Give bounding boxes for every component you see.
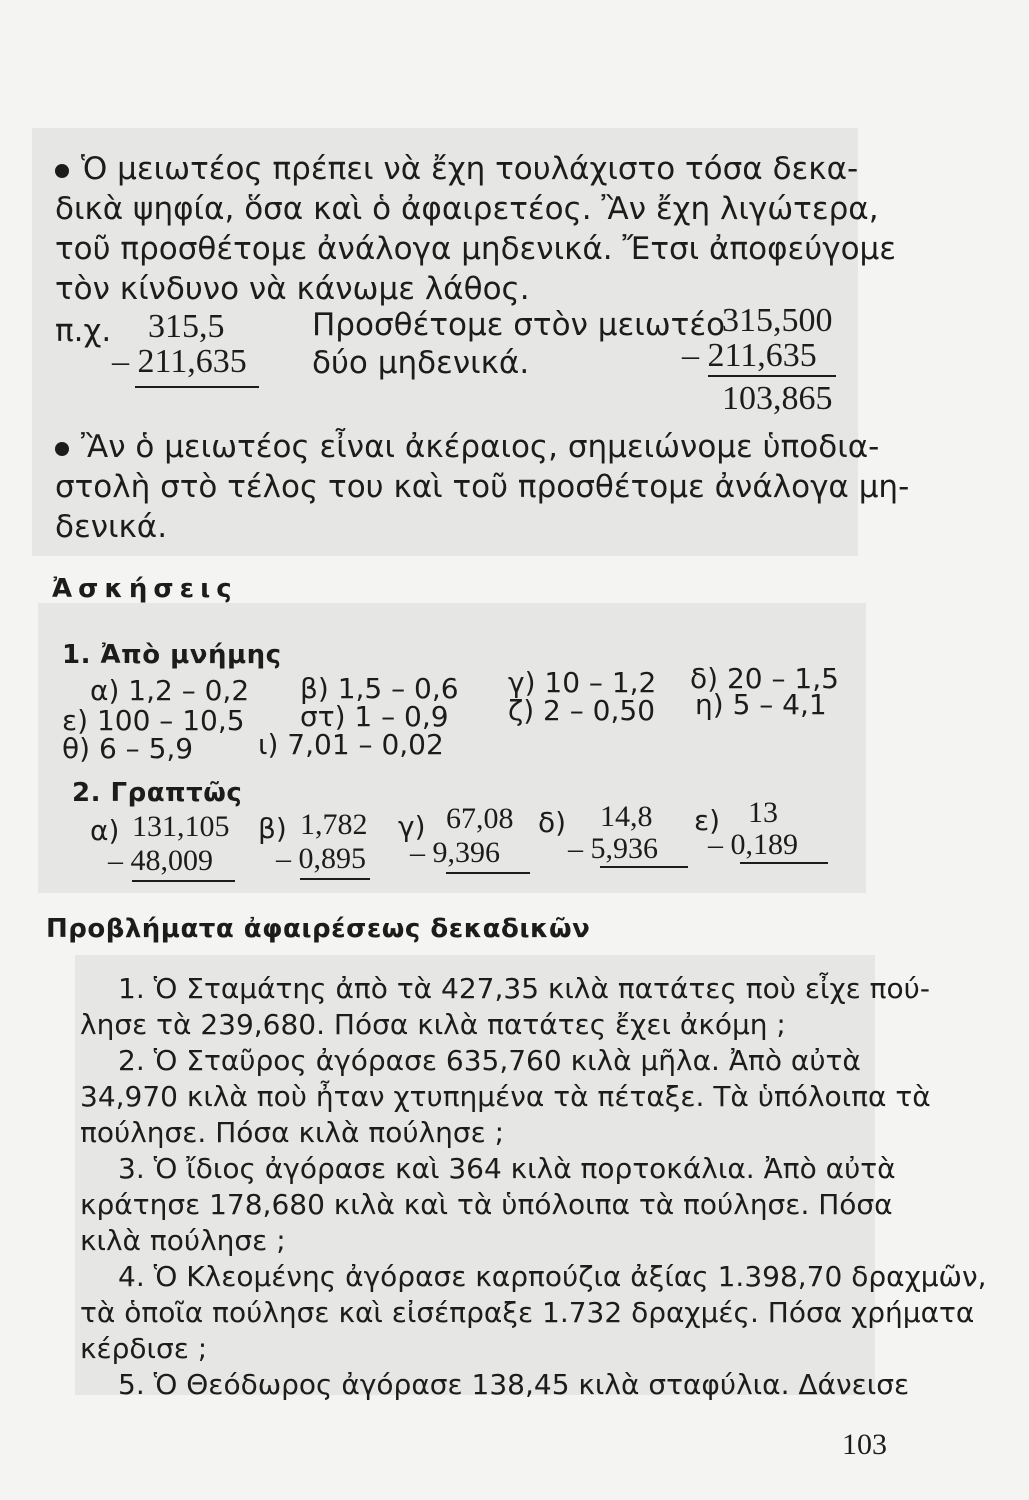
- ex1-item-d: δ) 20 – 1,5: [690, 662, 839, 695]
- rule1-line-3: τοῦ προσθέτομε ἀνάλογα μηδενικά. Ἔτσι ἀποφεύγομε: [55, 231, 897, 267]
- ex2-a-rule: [132, 880, 235, 882]
- page-number: 103: [842, 1428, 887, 1461]
- ex2-a-label: α): [90, 814, 120, 847]
- problem-line-6: 3. Ὁ ἴδιος ἀγόρασε καὶ 364 κιλὰ πορτοκάλια. Ἀπὸ αὐτὰ: [118, 1152, 896, 1185]
- ex1-item-g: ζ) 2 – 0,50: [508, 694, 656, 727]
- ex1-item-c: γ) 10 – 1,2: [508, 666, 657, 699]
- problem-line-11: κέρδισε ;: [80, 1332, 208, 1365]
- rule2-line-3: δενικά.: [55, 509, 168, 545]
- problem-line-7: κράτησε 178,680 κιλὰ καὶ τὰ ὑπόλοιπα τὰ πούλησε. Πόσα: [80, 1188, 893, 1221]
- problem-line-10: τὰ ὁποῖα πούλησε καὶ εἰσέπραξε 1.732 δραχμές. Πόσα χρήματα: [80, 1296, 975, 1329]
- example-result: 103,865: [722, 380, 833, 417]
- bullet-icon: [55, 164, 69, 178]
- ex1-item-j: ι) 7,01 – 0,02: [258, 728, 444, 761]
- problem-line-12: 5. Ὁ Θεόδωρος ἀγόρασε 138,45 κιλὰ σταφύλια. Δάνεισε: [118, 1368, 910, 1401]
- ex1-title: 1. Ἀπὸ μνήμης: [62, 640, 282, 670]
- ex2-e-label: ε): [694, 804, 721, 837]
- rule1-line-4: τὸν κίνδυνο νὰ κάνωμε λάθος.: [55, 271, 530, 307]
- problem-line-2: λησε τὰ 239,680. Πόσα κιλὰ πατάτες ἔχει ἀκόμη ;: [80, 1008, 786, 1041]
- ex1-item-f: στ) 1 – 0,9: [300, 700, 449, 733]
- rule2-line-2: στολὴ στὸ τέλος του καὶ τοῦ προσθέτομε ἀνάλογα μη-: [55, 469, 910, 505]
- problems-title: Προβλήματα ἀφαιρέσεως δεκαδικῶν: [46, 914, 591, 944]
- example-padded-minuend: 315,500: [722, 302, 833, 339]
- ex2-b-label: β): [258, 812, 287, 845]
- ex2-e-rule: [740, 862, 828, 864]
- ex2-c-rule: [446, 872, 530, 874]
- ex2-b-bottom: – 0,895: [276, 842, 366, 875]
- ex1-item-i: θ) 6 – 5,9: [62, 732, 194, 765]
- ex2-e-bottom: – 0,189: [708, 828, 798, 861]
- ex2-title: 2. Γραπτῶς: [72, 778, 243, 808]
- ex2-d-label: δ): [538, 806, 567, 839]
- problem-line-8: κιλὰ πούλησε ;: [80, 1224, 286, 1257]
- ex2-d-rule: [600, 866, 688, 868]
- ex2-c-top: 67,08: [446, 802, 514, 835]
- example-note-1: Προσθέτομε στὸν μειωτέο: [312, 307, 726, 343]
- ex2-a-top: 131,105: [132, 810, 230, 843]
- ex1-item-e: ε) 100 – 10,5: [62, 704, 245, 737]
- example-minuend: 315,5: [148, 308, 225, 345]
- problem-line-9: 4. Ὁ Κλεομένης ἀγόρασε καρπούζια ἀξίας 1.398,70 δραχμῶν,: [118, 1260, 987, 1293]
- example-padded-subtrahend: – 211,635: [682, 337, 817, 374]
- problem-line-3: 2. Ὁ Σταῦρος ἀγόρασε 635,760 κιλὰ μῆλα. Ἀπὸ αὐτὰ: [118, 1044, 861, 1077]
- ex2-d-bottom: – 5,936: [568, 832, 658, 865]
- example-right-rule: [708, 375, 836, 377]
- bullet-icon: [55, 442, 69, 456]
- ex2-c-bottom: – 9,396: [410, 836, 500, 869]
- example-subtrahend: – 211,635: [112, 343, 247, 380]
- ex1-item-h: η) 5 – 4,1: [695, 688, 827, 721]
- rule1-line-2: δικὰ ψηφία, ὅσα καὶ ὁ ἀφαιρετέος. Ἂν ἔχη λιγώτερα,: [55, 191, 879, 227]
- ex1-item-a: α) 1,2 – 0,2: [90, 674, 250, 707]
- example-left-rule: [135, 386, 259, 388]
- exercises-title: Ἀσκήσεις: [52, 574, 238, 604]
- ex2-d-top: 14,8: [600, 800, 653, 833]
- ex2-a-bottom: – 48,009: [108, 844, 213, 877]
- ex1-item-b: β) 1,5 – 0,6: [300, 672, 459, 705]
- example-label: π.χ.: [55, 313, 112, 349]
- ex2-b-top: 1,782: [300, 808, 368, 841]
- problem-line-4: 34,970 κιλὰ ποὺ ἦταν χτυπημένα τὰ πέταξε. Τὰ ὑπόλοιπα τὰ: [80, 1080, 931, 1113]
- problem-line-1: 1. Ὁ Σταμάτης ἀπὸ τὰ 427,35 κιλὰ πατάτες ποὺ εἶχε πού-: [118, 972, 930, 1005]
- rule2-line-1: Ἂν ὁ μειωτέος εἶναι ἀκέραιος, σημειώνομε ὑποδια-: [55, 428, 879, 466]
- ex2-e-top: 13: [748, 796, 778, 829]
- problem-line-5: πούλησε. Πόσα κιλὰ πούλησε ;: [80, 1116, 505, 1149]
- ex2-c-label: γ): [398, 810, 426, 843]
- ex2-b-rule: [300, 878, 370, 880]
- rule1-line-1: Ὁ μειωτέος πρέπει νὰ ἔχη τουλάχιστο τόσα δεκα-: [55, 150, 858, 188]
- example-note-2: δύο μηδενικά.: [312, 345, 530, 381]
